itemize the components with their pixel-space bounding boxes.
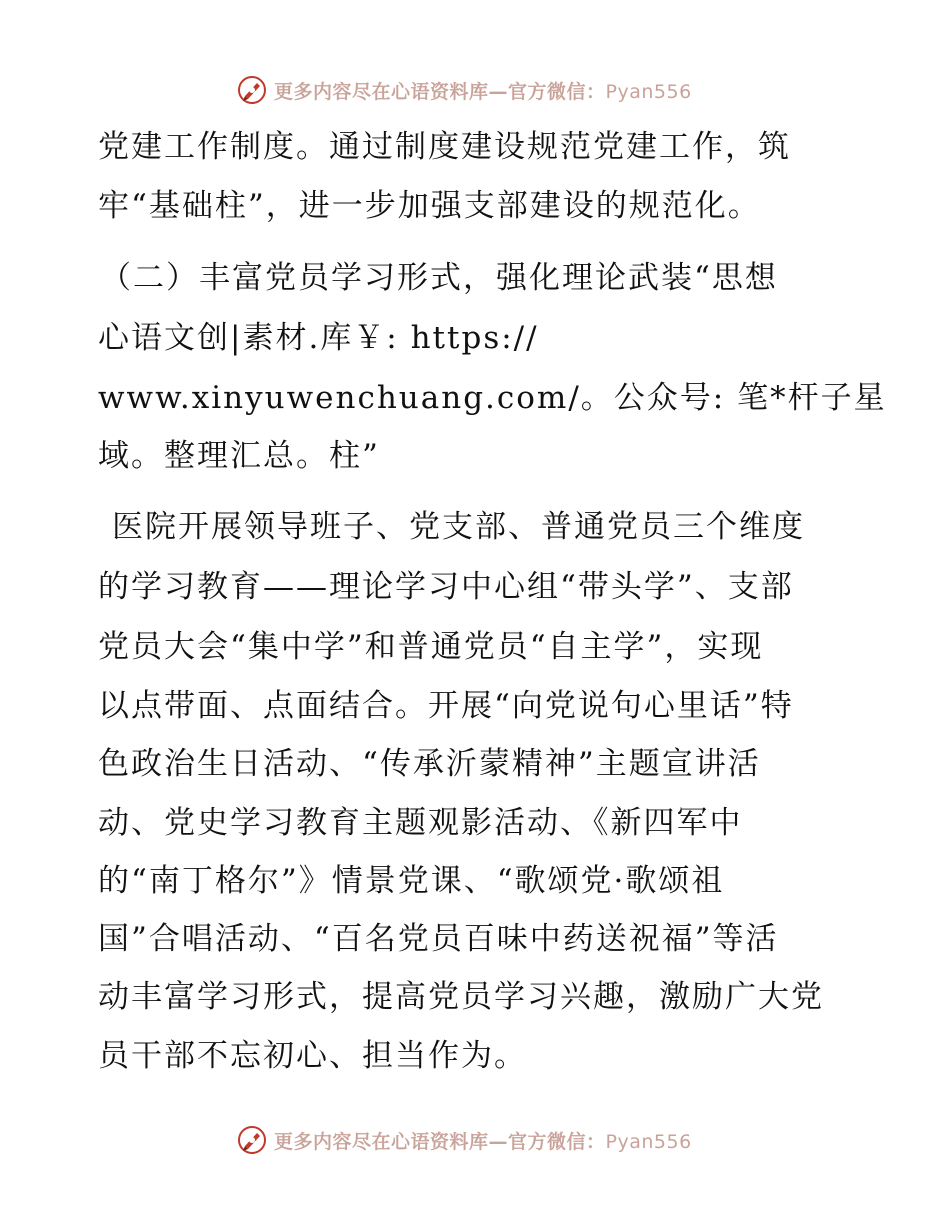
- footer-watermark: [236, 1123, 692, 1157]
- watermark-wechat-id: Pyan556: [605, 80, 692, 103]
- text-line: 色政治生日活动、“传承沂蒙精神”主题宣讲活: [98, 746, 761, 782]
- text-line: 的“南丁格尔”》情景党课、“歌颂党·歌颂祖: [98, 863, 725, 899]
- pen-logo-icon: [236, 74, 268, 106]
- text-line: 的学习教育——理论学习中心组“带头学”、支部: [98, 569, 794, 605]
- paragraph-first-line: 医院开展领导班子、党支部、普通党员三个维度: [112, 509, 805, 545]
- watermark-text: [274, 77, 692, 104]
- text-line: 以点带面、点面结合。开展“向党说句心里话”特: [98, 688, 794, 724]
- text-line: 党建工作制度。通过制度建设规范党建工作，筑: [98, 129, 791, 165]
- text-line: 心语文创|素材.库￥: https://: [98, 320, 539, 356]
- text-line: www.xinyuwenchuang.com/。公众号: 笔*杆子星: [98, 380, 887, 416]
- text-line: 域。整理汇总。柱”: [98, 438, 380, 474]
- section-heading-line: （二）丰富党员学习形式，强化理论武装“思想: [100, 260, 778, 296]
- watermark-label: 更多内容尽在心语资料库—官方微信：: [274, 1130, 606, 1153]
- watermark-label: 更多内容尽在心语资料库—官方微信：: [274, 80, 606, 103]
- pen-logo-icon: [236, 1124, 268, 1156]
- watermark-text: [274, 1127, 692, 1154]
- text-line: 动丰富学习形式，提高党员学习兴趣，激励广大党: [98, 979, 824, 1015]
- text-line: 牢“基础柱”，进一步加强支部建设的规范化。: [98, 188, 761, 224]
- text-line: 员干部不忘初心、担当作为。: [98, 1038, 527, 1074]
- header-watermark: [236, 73, 692, 107]
- text-line: 动、党史学习教育主题观影活动、《新四军中: [98, 805, 743, 841]
- text-line: 国”合唱活动、“百名党员百味中药送祝福”等活: [98, 921, 779, 957]
- text-line: 党员大会“集中学”和普通党员“自主学”，实现: [98, 629, 764, 665]
- watermark-wechat-id: Pyan556: [605, 1130, 692, 1153]
